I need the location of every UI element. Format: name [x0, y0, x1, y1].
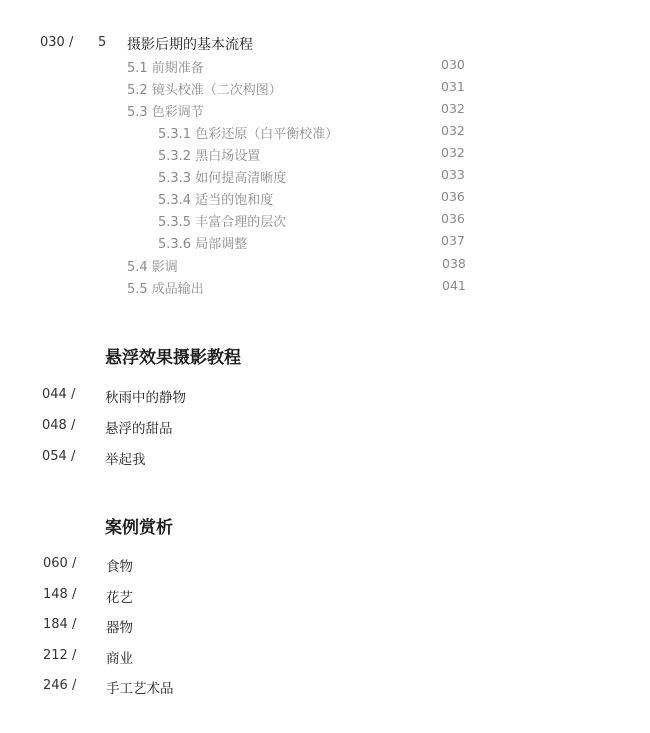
tutorial-section-title: 悬浮效果摄影教程: [105, 348, 241, 368]
toc-entry-page: 033: [441, 167, 465, 182]
article-page-number: 184 /: [43, 617, 77, 632]
article-title[interactable]: 食物: [106, 559, 133, 575]
article-title[interactable]: 举起我: [105, 452, 146, 468]
article-title[interactable]: 秋雨中的静物: [105, 390, 186, 406]
chapter-number: 5: [98, 35, 107, 50]
toc-entry-title[interactable]: 5.1 前期准备: [127, 61, 204, 76]
article-page-number: 048 /: [42, 418, 76, 433]
toc-entry-title[interactable]: 5.5 成品输出: [127, 282, 204, 297]
toc-entry-page: 041: [442, 278, 466, 293]
article-title[interactable]: 商业: [106, 651, 133, 667]
article-title[interactable]: 悬浮的甜品: [105, 421, 173, 437]
article-page-number: 148 /: [43, 587, 77, 602]
toc-entry-page: 038: [442, 256, 466, 271]
toc-entry-title[interactable]: 5.3.6 局部调整: [158, 237, 248, 252]
article-page-number: 060 /: [43, 556, 77, 571]
article-title[interactable]: 手工艺术品: [106, 681, 174, 697]
chapter-title[interactable]: 摄影后期的基本流程: [127, 37, 253, 53]
cases-section-title: 案例赏析: [105, 518, 173, 538]
toc-entry-page: 036: [441, 211, 465, 226]
article-title[interactable]: 花艺: [106, 590, 133, 606]
toc-entry-title[interactable]: 5.3.1 色彩还原（白平衡校准）: [158, 127, 339, 142]
toc-entry-title[interactable]: 5.3.4 适当的饱和度: [158, 193, 274, 208]
toc-entry-title[interactable]: 5.3 色彩调节: [127, 105, 204, 120]
toc-entry-title[interactable]: 5.3.5 丰富合理的层次: [158, 215, 287, 230]
toc-entry-title[interactable]: 5.3.3 如何提高清晰度: [158, 171, 287, 186]
article-page-number: 054 /: [42, 449, 76, 464]
toc-entry-title[interactable]: 5.2 镜头校准（二次构图）: [127, 83, 282, 98]
article-page-number: 212 /: [43, 648, 77, 663]
article-page-number: 246 /: [43, 678, 77, 693]
toc-entry-page: 030: [441, 57, 465, 72]
toc-entry-title[interactable]: 5.3.2 黑白场设置: [158, 149, 261, 164]
toc-entry-page: 032: [441, 101, 465, 116]
toc-entry-title[interactable]: 5.4 影调: [127, 260, 178, 275]
toc-entry-page: 037: [441, 233, 465, 248]
chapter-page-number: 030 /: [40, 35, 74, 50]
toc-entry-page: 031: [441, 79, 465, 94]
toc-entry-page: 036: [441, 189, 465, 204]
article-page-number: 044 /: [42, 387, 76, 402]
toc-entry-page: 032: [441, 123, 465, 138]
article-title[interactable]: 器物: [106, 620, 133, 636]
toc-entry-page: 032: [441, 145, 465, 160]
